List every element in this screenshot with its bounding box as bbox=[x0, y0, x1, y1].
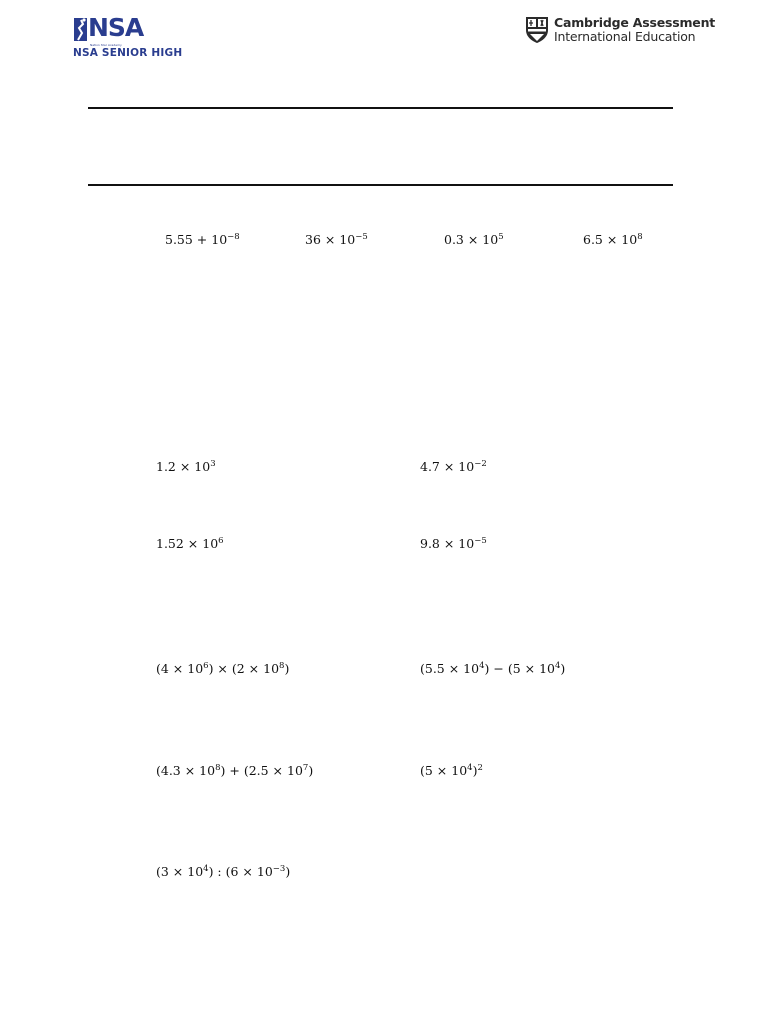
expression-group3-3: $(4.3 \times 10^8) + (2.5 \times 10^7)$ bbox=[156, 763, 314, 778]
nsa-wordmark: NSA bbox=[88, 13, 144, 42]
cambridge-shield-icon bbox=[525, 16, 549, 44]
expression-group3-5: $(3 \times 10^4)$ : $(6 \times 10^{-3})$ bbox=[156, 864, 291, 879]
expression-row1-4: $6.5 \times 10^8$ bbox=[583, 232, 643, 247]
top-rule bbox=[88, 107, 673, 109]
expression-group3-4: $(5 \times 10^4)^2$ bbox=[420, 763, 483, 778]
expression-group2-1: $1.2 \times 10^3$ bbox=[156, 459, 216, 474]
expression-group2-3: $1.52 \times 10^6$ bbox=[156, 536, 224, 551]
page-header bbox=[0, 0, 768, 70]
expression-row1-1: $5.55 + 10^{-8}$ bbox=[165, 232, 240, 247]
expression-row1-2: $36 \times 10^{-5}$ bbox=[305, 232, 368, 247]
nsa-tagline: Nation Star Academy bbox=[90, 43, 122, 47]
expression-row1-3: $0.3 \times 10^5$ bbox=[444, 232, 504, 247]
school-name: NSA SENIOR HIGH bbox=[73, 47, 183, 59]
cambridge-logo bbox=[525, 14, 716, 46]
cambridge-logo-line1: Cambridge Assessment bbox=[554, 15, 716, 30]
expression-group3-1: $(4 \times 10^6) \times (2 \times 10^8)$ bbox=[156, 661, 290, 676]
cambridge-logo-line2: International Education bbox=[554, 29, 696, 44]
expression-group2-4: $9.8 \times 10^{-5}$ bbox=[420, 536, 487, 551]
expression-group3-2: $(5.5 \times 10^4) - (5 \times 10^4)$ bbox=[420, 661, 566, 676]
expression-group2-2: $4.7 \times 10^{-2}$ bbox=[420, 459, 487, 474]
bottom-rule bbox=[88, 184, 673, 186]
nsa-senior-high-logo bbox=[72, 14, 202, 60]
nsa-figure-icon bbox=[72, 16, 88, 42]
